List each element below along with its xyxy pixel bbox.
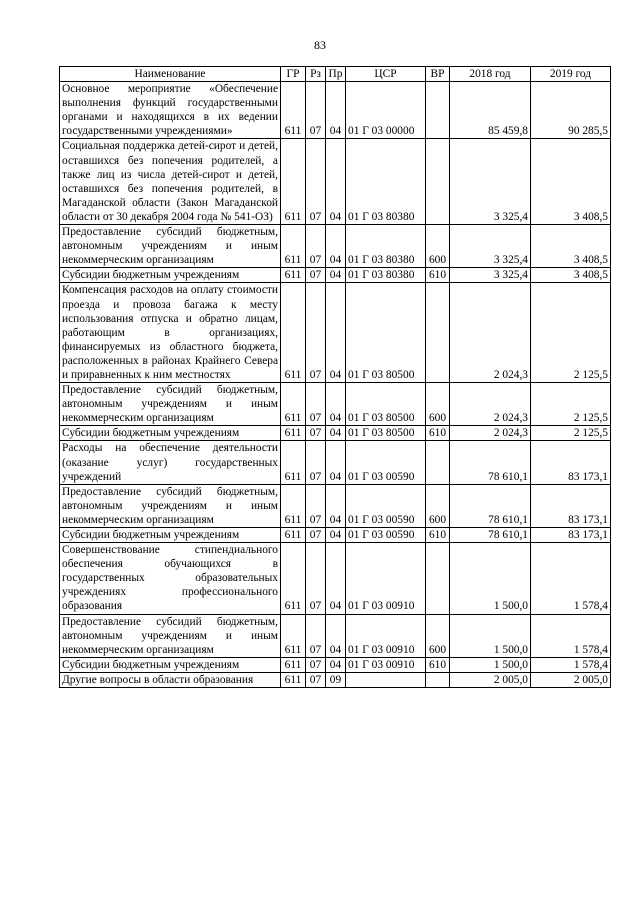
cell-2018: 78 610,1 — [450, 441, 531, 484]
cell-csr: 01 Г 03 80500 — [346, 283, 426, 383]
cell-2018: 78 610,1 — [450, 484, 531, 527]
cell-gr: 611 — [281, 528, 306, 543]
cell-name: Предоставление субсидий бюджетным, автономным учреждениям и иным некоммерческим организациям — [60, 383, 281, 426]
cell-2019: 2 125,5 — [531, 283, 611, 383]
table-row — [60, 614, 611, 657]
cell-csr: 01 Г 03 00590 — [346, 528, 426, 543]
cell-vr: 600 — [426, 614, 450, 657]
cell-2018: 3 325,4 — [450, 225, 531, 268]
table-row — [60, 484, 611, 527]
header-gr: ГР — [281, 67, 306, 82]
table-row — [60, 268, 611, 283]
cell-gr: 611 — [281, 543, 306, 614]
cell-vr: 600 — [426, 383, 450, 426]
cell-csr: 01 Г 03 00910 — [346, 657, 426, 672]
cell-pr: 04 — [326, 383, 346, 426]
cell-2018: 3 325,4 — [450, 139, 531, 225]
cell-rz: 07 — [306, 139, 326, 225]
cell-rz: 07 — [306, 426, 326, 441]
cell-pr: 04 — [326, 225, 346, 268]
cell-csr: 01 Г 03 80500 — [346, 383, 426, 426]
cell-rz: 07 — [306, 657, 326, 672]
cell-rz: 07 — [306, 672, 326, 687]
cell-vr — [426, 672, 450, 687]
page-number: 83 — [314, 38, 326, 52]
cell-pr: 04 — [326, 283, 346, 383]
cell-pr: 04 — [326, 657, 346, 672]
cell-rz: 07 — [306, 614, 326, 657]
cell-name: Субсидии бюджетным учреждениям — [60, 657, 281, 672]
cell-name: Субсидии бюджетным учреждениям — [60, 528, 281, 543]
cell-gr: 611 — [281, 283, 306, 383]
table-row — [60, 441, 611, 484]
cell-2019: 2 125,5 — [531, 383, 611, 426]
cell-2018: 2 024,3 — [450, 383, 531, 426]
cell-name: Субсидии бюджетным учреждениям — [60, 426, 281, 441]
cell-2019: 1 578,4 — [531, 614, 611, 657]
cell-name: Предоставление субсидий бюджетным, автономным учреждениям и иным некоммерческим организациям — [60, 484, 281, 527]
cell-pr: 09 — [326, 672, 346, 687]
cell-pr: 04 — [326, 484, 346, 527]
cell-2019: 3 408,5 — [531, 268, 611, 283]
table-row — [60, 283, 611, 383]
cell-csr: 01 Г 03 00590 — [346, 484, 426, 527]
cell-vr: 610 — [426, 528, 450, 543]
cell-pr: 04 — [326, 528, 346, 543]
table-row — [60, 543, 611, 614]
cell-rz: 07 — [306, 268, 326, 283]
cell-gr: 611 — [281, 383, 306, 426]
cell-vr — [426, 283, 450, 383]
cell-gr: 611 — [281, 657, 306, 672]
cell-vr: 600 — [426, 225, 450, 268]
table-row — [60, 139, 611, 225]
cell-pr: 04 — [326, 82, 346, 139]
cell-2019: 2 125,5 — [531, 426, 611, 441]
cell-vr: 610 — [426, 657, 450, 672]
cell-rz: 07 — [306, 441, 326, 484]
budget-table — [59, 66, 611, 688]
cell-2019: 83 173,1 — [531, 484, 611, 527]
cell-name: Другие вопросы в области образования — [60, 672, 281, 687]
cell-name: Расходы на обеспечение деятельности (оказание услуг) государственных учреждений — [60, 441, 281, 484]
cell-csr: 01 Г 03 00590 — [346, 441, 426, 484]
table-header-row — [60, 67, 611, 82]
table-row — [60, 657, 611, 672]
cell-gr: 611 — [281, 139, 306, 225]
header-rz: Рз — [306, 67, 326, 82]
table-row — [60, 82, 611, 139]
cell-2018: 1 500,0 — [450, 543, 531, 614]
cell-2019: 1 578,4 — [531, 657, 611, 672]
cell-vr — [426, 82, 450, 139]
cell-2019: 1 578,4 — [531, 543, 611, 614]
cell-vr: 610 — [426, 426, 450, 441]
cell-gr: 611 — [281, 614, 306, 657]
cell-2019: 83 173,1 — [531, 528, 611, 543]
cell-name: Субсидии бюджетным учреждениям — [60, 268, 281, 283]
cell-name: Компенсация расходов на оплату стоимости проезда и провоза багажа к месту использования отпуска и обратно лицам, работающим в организациях, финансируемых из областного бюджета, расположенных в районах Крайнего Севера и приравненных к ним местностях — [60, 283, 281, 383]
cell-2018: 2 005,0 — [450, 672, 531, 687]
cell-csr: 01 Г 03 80380 — [346, 225, 426, 268]
cell-rz: 07 — [306, 484, 326, 527]
cell-vr: 600 — [426, 484, 450, 527]
cell-2019: 90 285,5 — [531, 82, 611, 139]
cell-gr: 611 — [281, 441, 306, 484]
cell-2018: 3 325,4 — [450, 268, 531, 283]
header-pr: Пр — [326, 67, 346, 82]
cell-2018: 1 500,0 — [450, 657, 531, 672]
cell-csr: 01 Г 03 00910 — [346, 543, 426, 614]
header-vr: ВР — [426, 67, 450, 82]
table-body — [60, 82, 611, 688]
cell-pr: 04 — [326, 614, 346, 657]
cell-pr: 04 — [326, 268, 346, 283]
cell-2018: 2 024,3 — [450, 426, 531, 441]
table-row — [60, 225, 611, 268]
cell-csr: 01 Г 03 80380 — [346, 139, 426, 225]
header-2019: 2019 год — [531, 67, 611, 82]
cell-rz: 07 — [306, 543, 326, 614]
cell-2019: 3 408,5 — [531, 225, 611, 268]
cell-gr: 611 — [281, 225, 306, 268]
cell-pr: 04 — [326, 543, 346, 614]
cell-2019: 2 005,0 — [531, 672, 611, 687]
cell-rz: 07 — [306, 82, 326, 139]
cell-vr — [426, 543, 450, 614]
cell-csr — [346, 672, 426, 687]
cell-name: Основное мероприятие «Обеспечение выполнения функций государственными органами и находящихся в их ведении государственными учреждениями» — [60, 82, 281, 139]
cell-gr: 611 — [281, 82, 306, 139]
table-row — [60, 672, 611, 687]
cell-rz: 07 — [306, 383, 326, 426]
cell-rz: 07 — [306, 528, 326, 543]
table-row — [60, 383, 611, 426]
cell-gr: 611 — [281, 268, 306, 283]
cell-csr: 01 Г 03 80380 — [346, 268, 426, 283]
cell-gr: 611 — [281, 426, 306, 441]
cell-vr: 610 — [426, 268, 450, 283]
cell-name: Предоставление субсидий бюджетным, автономным учреждениям и иным некоммерческим организациям — [60, 614, 281, 657]
cell-gr: 611 — [281, 672, 306, 687]
cell-csr: 01 Г 03 80500 — [346, 426, 426, 441]
header-2018: 2018 год — [450, 67, 531, 82]
header-name: Наименование — [60, 67, 281, 82]
cell-name: Предоставление субсидий бюджетным, автономным учреждениям и иным некоммерческим организациям — [60, 225, 281, 268]
cell-name: Совершенствование стипендиального обеспечения обучающихся в государственных образовательных учреждениях профессионального образования — [60, 543, 281, 614]
cell-2019: 3 408,5 — [531, 139, 611, 225]
cell-pr: 04 — [326, 426, 346, 441]
cell-rz: 07 — [306, 283, 326, 383]
cell-vr — [426, 139, 450, 225]
cell-vr — [426, 441, 450, 484]
cell-2018: 85 459,8 — [450, 82, 531, 139]
cell-2018: 1 500,0 — [450, 614, 531, 657]
cell-name: Социальная поддержка детей-сирот и детей, оставшихся без попечения родителей, а также лиц из числа детей-сирот и детей, оставшихся без попечения родителей, в Магаданской области (Закон Магаданской области от 30 декабря 2004 года № 541-ОЗ) — [60, 139, 281, 225]
cell-csr: 01 Г 03 00910 — [346, 614, 426, 657]
cell-2018: 78 610,1 — [450, 528, 531, 543]
cell-csr: 01 Г 03 00000 — [346, 82, 426, 139]
cell-pr: 04 — [326, 139, 346, 225]
header-csr: ЦСР — [346, 67, 426, 82]
cell-gr: 611 — [281, 484, 306, 527]
table-row — [60, 528, 611, 543]
cell-pr: 04 — [326, 441, 346, 484]
cell-2018: 2 024,3 — [450, 283, 531, 383]
cell-rz: 07 — [306, 225, 326, 268]
cell-2019: 83 173,1 — [531, 441, 611, 484]
table-row — [60, 426, 611, 441]
